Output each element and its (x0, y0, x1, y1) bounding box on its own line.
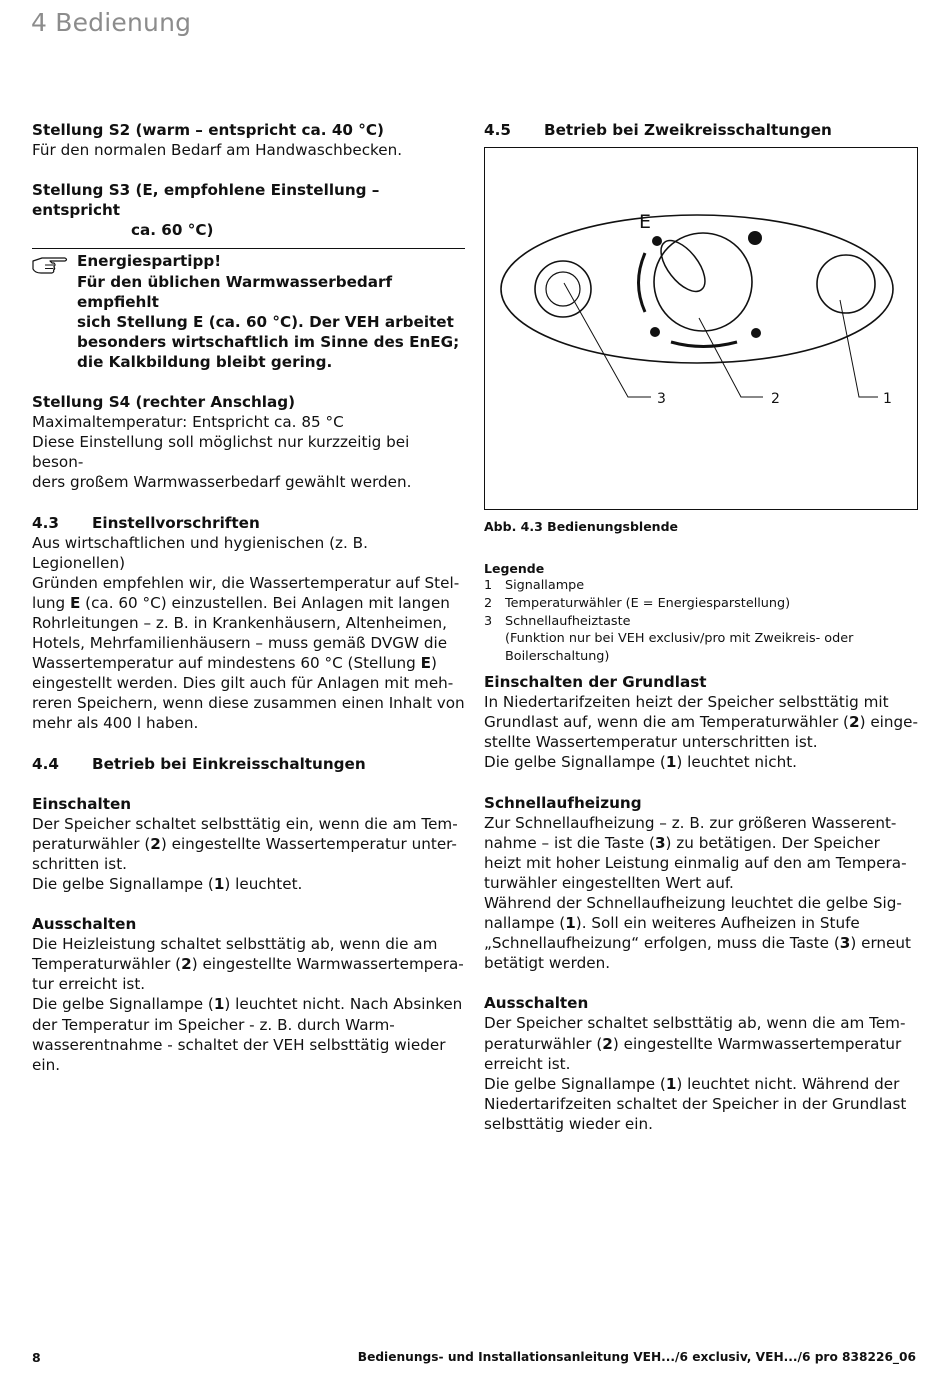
sec43-line: Gründen empfehlen wir, die Wassertemperatur auf Stel- (32, 573, 460, 592)
aus-right-line: selbsttätig wieder ein. (484, 1114, 653, 1133)
s3-heading (32, 180, 465, 240)
schnell-line: turwähler eingestellten Wert auf. (484, 873, 734, 892)
dial-arc-bottom (671, 342, 737, 347)
callout-line-1 (840, 300, 878, 397)
ein-line: peraturwähler (2) eingestellte Wassertemperatur unter- (32, 834, 457, 853)
s3-heading-line2: ca. 60 °C) (131, 221, 214, 240)
sec43-line: Aus wirtschaftlichen und hygienischen (z. B. Legionellen) (32, 533, 368, 572)
tip-line: sich Stellung E (ca. 60 °C). Der VEH arbeitet (77, 312, 454, 331)
ein-line: Der Speicher schaltet selbsttätig ein, wenn die am Tem- (32, 814, 458, 833)
section-title: Betrieb bei Einkreisschaltungen (92, 754, 366, 773)
grund-line: In Niedertarifzeiten heizt der Speicher selbsttätig mit (484, 693, 889, 712)
sec43-line: Wassertemperatur auf mindestens 60 °C (Stellung E) (32, 654, 437, 673)
legend-item: (Funktion nur bei VEH exclusiv/pro mit Zweikreis- oder (505, 631, 854, 647)
s4-line: Maximaltemperatur: Entspricht ca. 85 °C (32, 413, 344, 432)
sec43-line: Hotels, Mehrfamilienhäusern – muss gemäß DVGW die (32, 634, 448, 653)
temperature-knob (654, 233, 752, 331)
schnell-line: betätigt werden. (484, 954, 611, 973)
aus-right-line: peraturwähler (2) eingestellte Warmwassertemperatur (484, 1034, 902, 1053)
section-4-3-heading (32, 513, 465, 533)
dial-dot-large (748, 231, 762, 245)
dial-dot (650, 327, 660, 337)
einschalten-heading: Einschalten (32, 794, 132, 813)
section-number: 4.5 (484, 121, 511, 139)
section-number: 4.4 (32, 754, 59, 773)
control-panel-drawing (485, 148, 917, 509)
signal-lamp-inner (546, 272, 580, 306)
control-panel-figure (484, 147, 918, 510)
sec43-line: Rohrleitungen – z. B. in Krankenhäusern, Altenheimen, (32, 613, 448, 632)
panel-outline (501, 215, 893, 363)
aus-line: wasserentnahme - schaltet der VEH selbsttätig wieder (32, 1035, 446, 1054)
ein-line: Die gelbe Signallampe (1) leuchtet. (32, 875, 303, 893)
aus-line: der Temperatur im Speicher - z. B. durch Warm- (32, 1015, 395, 1034)
knob-grip (653, 233, 714, 299)
section-4-5-heading (484, 120, 924, 140)
schnell-line: heizt mit hoher Leistung einmalig auf den am Tempera- (484, 853, 907, 872)
ein-line: schritten ist. (32, 854, 127, 873)
callout-label-1: 1 (883, 391, 892, 408)
schnellaufheizung-heading: Schnellaufheizung (484, 793, 642, 812)
s4-line: ders großem Warmwasserbedarf gewählt werden. (32, 473, 412, 492)
tip-line: besonders wirtschaftlich im Sinne des EnEG; (77, 332, 460, 351)
legend-item: Boilerschaltung) (505, 649, 610, 665)
ausschalten-heading: Ausschalten (32, 915, 137, 934)
section-title: Betrieb bei Zweikreisschaltungen (544, 121, 832, 139)
legend-item: 2 Temperaturwähler (E = Energiesparstellung) (484, 595, 791, 611)
page-number: 8 (32, 1350, 41, 1365)
document-title: Bedienungs- und Installationsanleitung VEH.../6 exclusiv, VEH.../6 pro 838226_06 (357, 1350, 916, 1364)
legend-title: Legende (484, 561, 545, 577)
schnell-line: Während der Schnellaufheizung leuchtet die gelbe Sig- (484, 894, 902, 913)
tip-line: Für den üblichen Warmwasserbedarf empfiehlt (77, 272, 393, 311)
pointing-hand-icon (32, 253, 68, 275)
callout-label-3: 3 (657, 391, 666, 408)
figure-caption: Abb. 4.3 Bedienungsblende (484, 519, 679, 535)
dial-dot (751, 328, 761, 338)
aus-right-line: Der Speicher schaltet selbsttätig ab, wenn die am Tem- (484, 1014, 906, 1033)
aus-line: ein. (32, 1055, 61, 1074)
s4-line: Diese Einstellung soll möglichst nur kurzzeitig bei beson- (32, 433, 410, 472)
grund-line: Die gelbe Signallampe (1) leuchtet nicht. (484, 753, 797, 772)
tip-line: die Kalkbildung bleibt gering. (77, 352, 333, 371)
schnell-line: Zur Schnellaufheizung – z. B. zur größeren Wasserent- (484, 813, 897, 832)
tip-line: Energiespartipp! (77, 252, 222, 271)
aus-line: Die gelbe Signallampe (1) leuchtet nicht. Nach Absinken (32, 995, 463, 1014)
aus-right-line: erreicht ist. (484, 1054, 571, 1073)
chapter-title: 4 Bedienung (31, 8, 192, 37)
sec43-line: mehr als 400 l haben. (32, 714, 199, 733)
grundlast-heading: Einschalten der Grundlast (484, 673, 707, 692)
legend-item: 1 Signallampe (484, 578, 585, 594)
sec43-line: lung E (ca. 60 °C) einzustellen. Bei Anlagen mit langen (32, 593, 450, 612)
schnell-line: nahme – ist die Taste (3) zu betätigen. Der Speicher (484, 833, 880, 852)
signal-lamp (535, 261, 591, 317)
aus-right-line: Niedertarifzeiten schaltet der Speicher in der Grundlast (484, 1094, 907, 1113)
dial-arc-left (639, 253, 646, 312)
aus-line: tur erreicht ist. (32, 975, 146, 994)
s2-heading: Stellung S2 (warm – entspricht ca. 40 °C) (32, 121, 384, 139)
grund-line: stellte Wassertemperatur unterschritten ist. (484, 733, 818, 752)
boost-button (817, 255, 875, 313)
aus-right-line: Die gelbe Signallampe (1) leuchtet nicht. Während der (484, 1074, 900, 1093)
sec43-line: eingestellt werden. Dies gilt auch für Anlagen mit meh- (32, 674, 454, 693)
callout-line-3 (564, 283, 651, 397)
schnell-line: nallampe (1). Soll ein weiteres Aufheizen in Stufe (484, 914, 860, 933)
energy-tip (32, 248, 465, 372)
section-title: Einstellvorschriften (92, 513, 260, 532)
callout-label-2: 2 (771, 391, 780, 408)
aus-line: Temperaturwähler (2) eingestellte Warmwassertempera- (32, 955, 464, 974)
section-4-4-heading (32, 754, 465, 774)
section-number: 4.3 (32, 513, 59, 532)
s2-text: Für den normalen Bedarf am Handwaschbecken. (32, 141, 403, 160)
ausschalten-heading-right: Ausschalten (484, 994, 589, 1013)
left-column (32, 120, 465, 1075)
dial-letter-e: E (639, 211, 652, 234)
legend-item: 3 Schnellaufheiztaste (484, 613, 631, 629)
s3-heading-line1: Stellung S3 (E, empfohlene Einstellung – entspricht (32, 181, 380, 220)
sec43-line: reren Speichern, wenn diese zusammen einen Inhalt von (32, 694, 465, 713)
right-column (484, 120, 924, 1134)
grund-line: Grundlast auf, wenn die am Temperaturwähler (2) einge- (484, 713, 918, 732)
dial-dot (652, 236, 662, 246)
s4-heading: Stellung S4 (rechter Anschlag) (32, 393, 296, 412)
schnell-line: „Schnellaufheizung“ erfolgen, muss die Taste (3) erneut (484, 934, 911, 953)
aus-line: Die Heizleistung schaltet selbsttätig ab, wenn die am (32, 935, 438, 954)
